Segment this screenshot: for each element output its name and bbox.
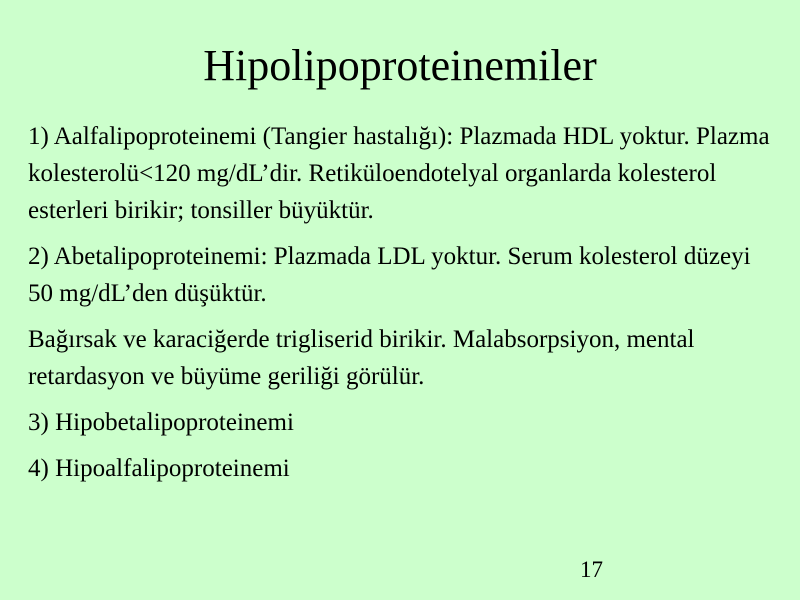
slide-title: Hipolipoproteinemiler xyxy=(203,41,597,90)
paragraph-hypobetalipoproteinemia: 3) Hipobetalipoproteinemi xyxy=(28,409,294,436)
paragraph-abetalipoproteinemia-findings: Bağırsak ve karaciğerde trigliserid birikir. Malabsorpsiyon, mental retardasyon ve büyüme geriliği görülür. xyxy=(28,326,695,390)
slide-body xyxy=(28,118,780,496)
paragraph-hypoalphalipoproteinemia: 4) Hipoalfalipoproteinemi xyxy=(28,455,290,482)
paragraph-abetalipoproteinemia: 2) Abetalipoproteinemi: Plazmada LDL yoktur. Serum kolesterol düzeyi 50 mg/dL’den düşüktür. xyxy=(28,243,751,307)
paragraph-tangier: 1) Aalfalipoproteinemi (Tangier hastalığı): Plazmada HDL yoktur. Plazma kolesterolü<120 mg/dL’dir. Retiküloendotelyal organlarda kolesterol esterleri birikir; tonsiller büyüktür. xyxy=(28,123,770,224)
page-number: 17 xyxy=(580,557,603,582)
